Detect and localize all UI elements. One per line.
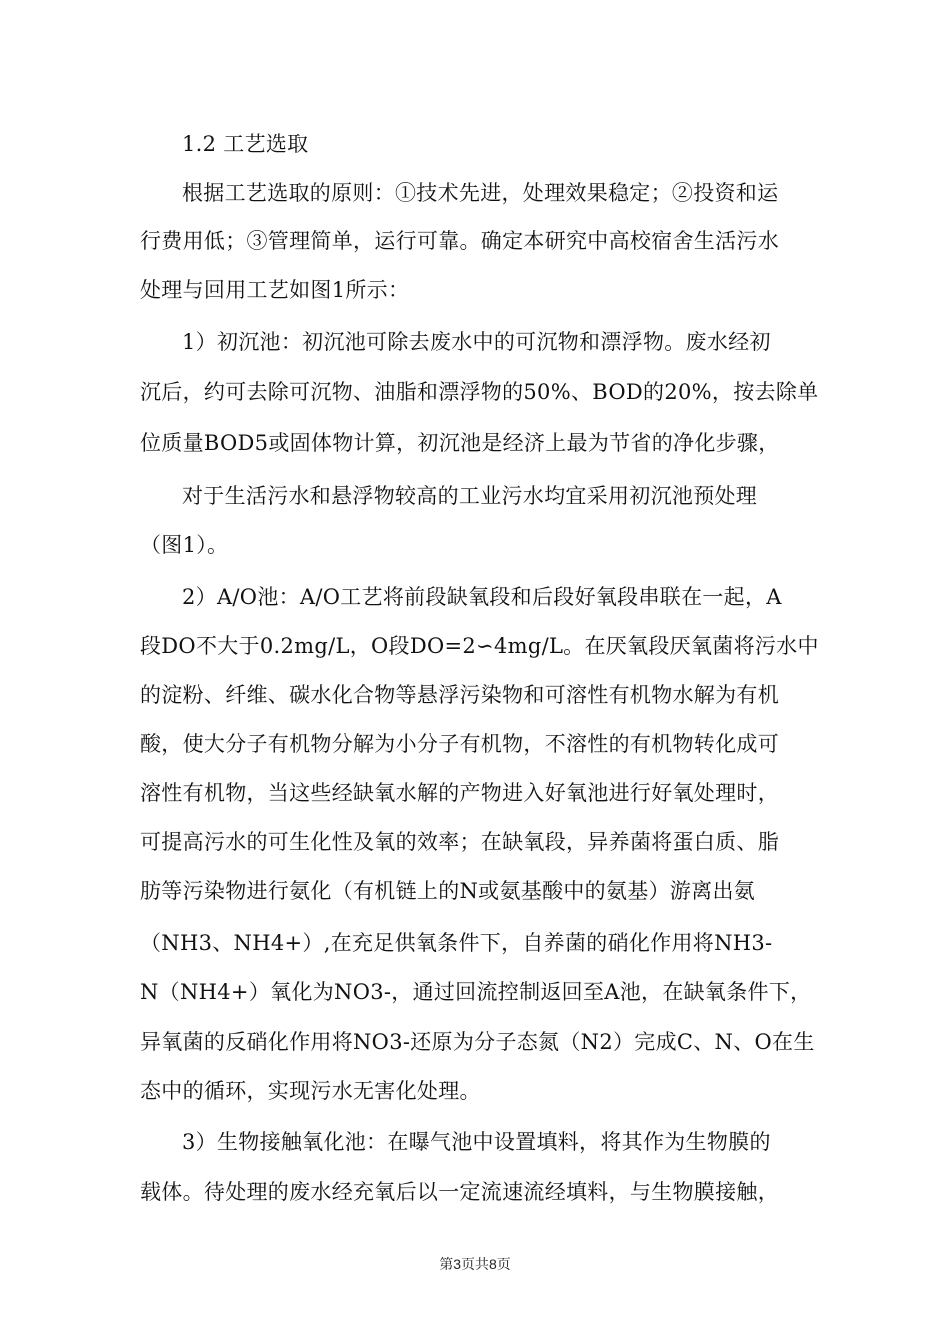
paragraph-line: 根据工艺选取的原则：①技术先进，处理效果稳定；②投资和运 [182,181,779,205]
paragraph-line: （图1）。 [140,533,229,557]
paragraph-line: 可提高污水的可生化性及氧的效率；在缺氧段，异养菌将蛋白质、脂 [140,830,779,854]
paragraph-line: 异氧菌的反硝化作用将NO3-还原为分子态氮（N2）完成C、N、O在生 [140,1030,815,1054]
section-heading: 1.2 工艺选取 [182,132,309,156]
paragraph-line: 位质量BOD5或固体物计算，初沉池是经济上最为节省的净化步骤， [140,431,780,455]
paragraph-line: 段DO不大于0.2mg/L，O段DO=2∽4mg/L。在厌氧段厌氧菌将污水中 [140,634,819,658]
paragraph-line: 沉后，约可去除可沉物、油脂和漂浮物的50%、BOD的20%，按去除单 [140,380,819,404]
paragraph-line: 态中的循环，实现污水无害化处理。 [140,1079,481,1103]
paragraph-line: 对于生活污水和悬浮物较高的工业污水均宜采用初沉池预处理 [182,484,758,508]
paragraph-line: N（NH4+）氧化为NO3-，通过回流控制返回至A池，在缺氧条件下， [140,980,812,1004]
paragraph-line: 3）生物接触氧化池：在曝气池中设置填料，将其作为生物膜的 [182,1130,771,1154]
paragraph-line: 酸，使大分子有机物分解为小分子有机物，不溶性的有机物转化成可 [140,732,779,756]
page-number-footer: 第3页共8页 [439,1256,511,1272]
paragraph-line: 的淀粉、纤维、碳水化合物等悬浮污染物和可溶性有机物水解为有机 [140,683,779,707]
paragraph-line: 处理与回用工艺如图1所示： [140,278,410,302]
paragraph-line: 2）A/O池：A/O工艺将前段缺氧段和后段好氧段串联在一起，A [182,585,782,609]
paragraph-line: 1）初沉池：初沉池可除去废水中的可沉物和漂浮物。废水经初 [182,330,771,354]
paragraph-line: 行费用低；③管理简单，运行可靠。确定本研究中高校宿舍生活污水 [140,229,779,253]
paragraph-line: 溶性有机物，当这些经缺氧水解的产物进入好氧池进行好氧处理时， [140,781,779,805]
paragraph-line: 肪等污染物进行氨化（有机链上的N或氨基酸中的氨基）游离出氨 [140,879,756,903]
paragraph-line: 载体。待处理的废水经充氧后以一定流速流经填料，与生物膜接触， [140,1180,779,1204]
paragraph-line: （NH3、NH4+）,在充足供氧条件下，自养菌的硝化作用将NH3- [140,931,773,955]
